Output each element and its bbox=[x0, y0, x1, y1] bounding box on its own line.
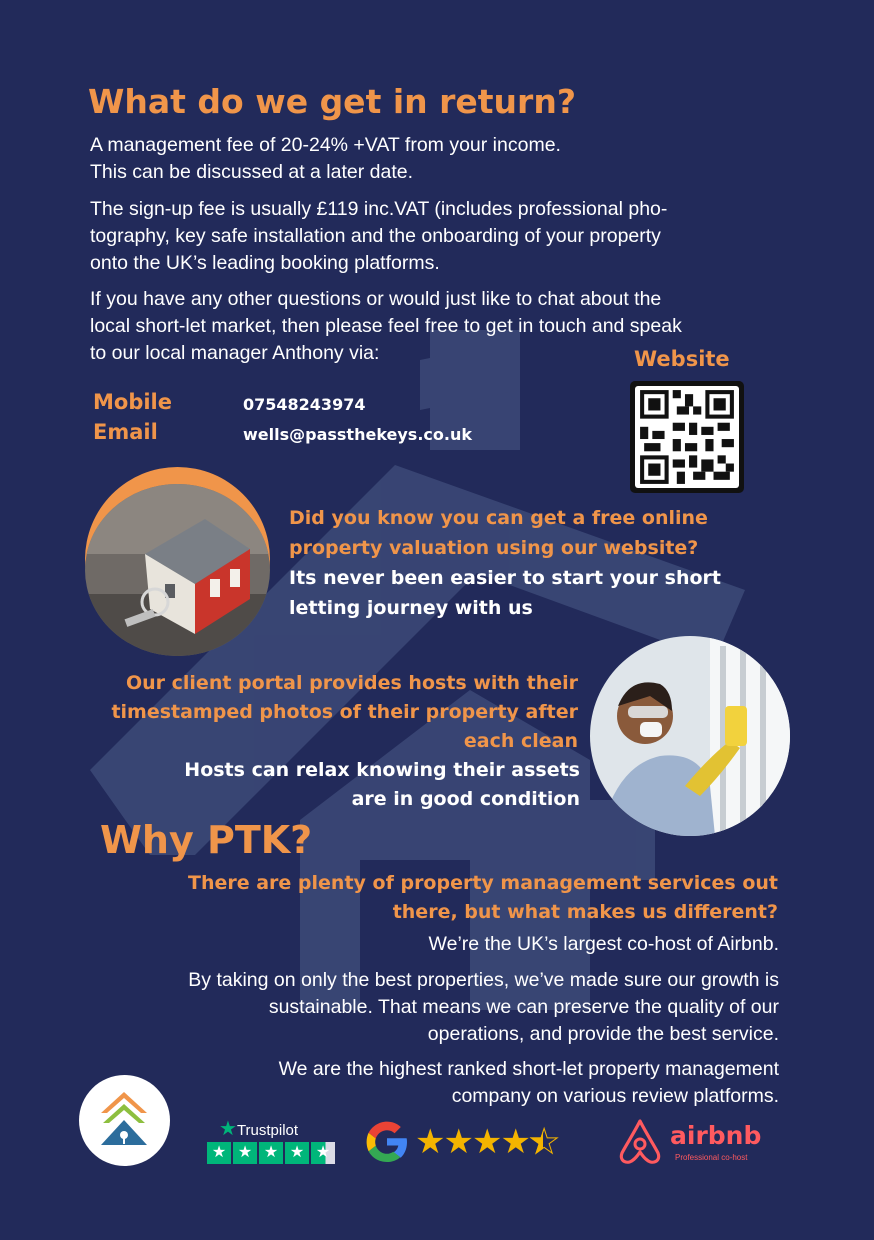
half-star-icon: ★ bbox=[311, 1142, 335, 1164]
portal-line-3: each clean bbox=[463, 730, 578, 752]
signup-line-3: onto the UK’s leading booking platforms. bbox=[90, 252, 440, 274]
fee-line-2: This can be discussed at a later date. bbox=[90, 161, 414, 183]
questions-line-3: to our local manager Anthony via: bbox=[90, 342, 380, 364]
why-growth-line-3: operations, and provide the best service. bbox=[427, 1023, 779, 1045]
signup-line-2: tography, key safe installation and the onboarding of your property bbox=[90, 225, 661, 247]
google-rating[interactable] bbox=[363, 1118, 598, 1170]
why-ranking-line-2: company on various review platforms. bbox=[451, 1085, 779, 1107]
valuation-question-2: property valuation using our website? bbox=[289, 537, 699, 559]
email-address[interactable]: wells@passthekeys.co.uk bbox=[243, 425, 472, 444]
valuation-question-1: Did you know you can get a free online bbox=[289, 507, 708, 529]
trustpilot-stars bbox=[207, 1142, 335, 1164]
why-growth-line-2: sustainable. That means we can preserve the quality of our bbox=[268, 996, 779, 1018]
portal-line-2: timestamped photos of their property after bbox=[111, 701, 578, 723]
website-qr-code[interactable] bbox=[630, 381, 744, 493]
signup-line-1: The sign-up fee is usually £119 inc.VAT (includes professional pho- bbox=[90, 198, 668, 220]
google-stars-icon: ★★★★★ bbox=[415, 1123, 558, 1161]
mobile-label: Mobile bbox=[93, 390, 172, 414]
ptk-logo bbox=[79, 1075, 170, 1166]
airbnb-logo-icon bbox=[617, 1117, 663, 1165]
mobile-number[interactable]: 07548243974 bbox=[243, 395, 366, 414]
star-icon: ★ bbox=[259, 1142, 283, 1164]
cleaner-photo bbox=[590, 636, 790, 836]
airbnb-badge[interactable] bbox=[617, 1117, 777, 1169]
why-ptk-title: Why PTK? bbox=[100, 818, 313, 862]
house-keys-photo bbox=[85, 484, 270, 656]
valuation-answer-2: letting journey with us bbox=[289, 597, 533, 619]
why-largest-cohost: We’re the UK’s largest co-host of Airbnb. bbox=[428, 933, 779, 955]
why-ranking-line-1: We are the highest ranked short-let property management bbox=[278, 1058, 779, 1080]
email-label: Email bbox=[93, 420, 158, 444]
trustpilot-label: Trustpilot bbox=[236, 1122, 299, 1139]
why-subheading-1: There are plenty of property management services out bbox=[187, 872, 778, 894]
trustpilot-star-icon: ★ bbox=[219, 1118, 237, 1140]
page-title: What do we get in return? bbox=[88, 82, 576, 121]
questions-line-1: If you have any other questions or would just like to chat about the bbox=[90, 288, 662, 310]
questions-line-2: local short-let market, then please feel free to get in touch and speak bbox=[90, 315, 682, 337]
star-icon: ★ bbox=[285, 1142, 309, 1164]
website-label: Website bbox=[634, 347, 730, 371]
trustpilot-badge[interactable] bbox=[207, 1116, 337, 1168]
why-growth-line-1: By taking on only the best properties, we’ve made sure our growth is bbox=[188, 969, 779, 991]
portal-assets-line-1: Hosts can relax knowing their assets bbox=[184, 759, 580, 781]
why-subheading-2: there, but what makes us different? bbox=[392, 901, 778, 923]
star-icon: ★ bbox=[233, 1142, 257, 1164]
google-g-icon bbox=[363, 1118, 411, 1166]
airbnb-wordmark: airbnb bbox=[670, 1121, 762, 1150]
portal-line-1: Our client portal provides hosts with their bbox=[125, 672, 578, 694]
star-icon: ★ bbox=[207, 1142, 231, 1164]
valuation-answer-1: Its never been easier to start your short bbox=[289, 567, 721, 589]
airbnb-subtitle: Professional co-host bbox=[675, 1153, 748, 1162]
qr-code-icon bbox=[635, 386, 739, 488]
house-logo-icon bbox=[79, 1075, 170, 1166]
half-star-icon: ★ bbox=[528, 1123, 558, 1161]
fee-line-1: A management fee of 20-24% +VAT from your income. bbox=[90, 134, 561, 156]
portal-assets-line-2: are in good condition bbox=[351, 788, 580, 810]
